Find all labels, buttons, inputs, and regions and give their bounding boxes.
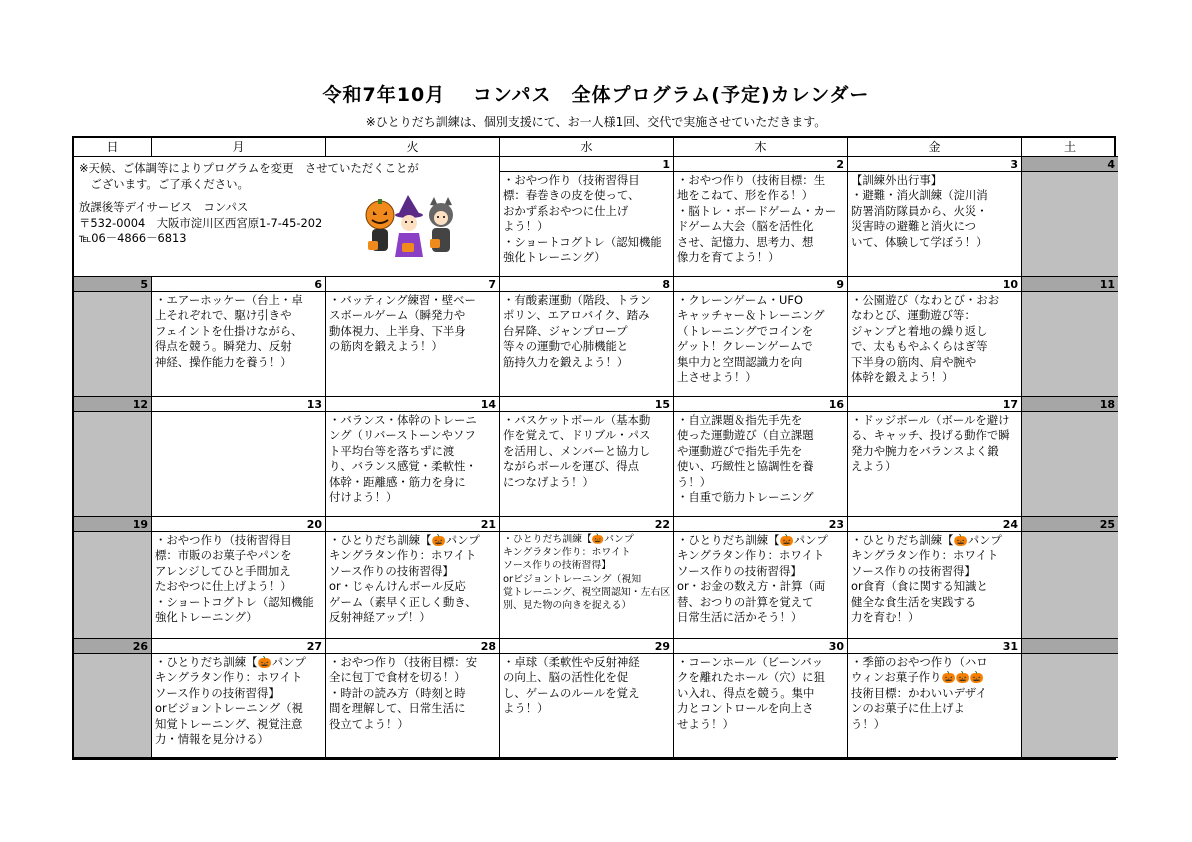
day-cell — [74, 397, 152, 517]
day-cell — [1022, 157, 1118, 277]
day-number: 17 — [848, 397, 1021, 412]
day-number: 31 — [848, 639, 1021, 654]
day-program-text: ・バスケットボール（基本動 作を覚えて、ドリブル・パス を活用し、メンバーと協力し ながらボールを運び、得点 につなげよう！） — [503, 413, 651, 489]
day-program-text: ・ひとりだち訓練【🎃パンプ キングラタン作り：ホワイト ソース作りの技術習得】 or・じゃんけんボール反応 ゲーム（素早く正しく動き、 反射神経アップ！） — [329, 533, 480, 625]
day-cell — [1022, 517, 1118, 639]
day-program-text: ・エアーホッケー（台上・卓 上それぞれで、駆け引きや フェイントを仕掛けながら、 得点を競う。瞬発力、反射 神経、操作能力を養う！） — [155, 293, 303, 369]
weekday-header-0: 日 — [74, 138, 152, 157]
day-number: 4 — [1022, 157, 1118, 172]
day-cell — [674, 157, 848, 277]
day-cell — [500, 517, 674, 639]
day-number: 9 — [674, 277, 847, 292]
day-program-text: ・おやつ作り（技術目標：生 地をこねて、形を作る！） ・脳トレ・ボードゲーム・カー ドゲーム大会（脳を活性化 させ、記憶力、思考力、想 像力を育てよう！） — [677, 173, 837, 265]
day-program-text: ・おやつ作り（技術目標：安 全に包丁で食材を切る！） ・時計の読み方（時刻と時 間を理解して、日常生活に 役立てよう！） — [329, 655, 478, 731]
day-cell — [500, 277, 674, 397]
day-number: 25 — [1022, 517, 1118, 532]
day-number: 11 — [1022, 277, 1118, 292]
halloween-kids-illustration — [362, 193, 458, 265]
day-cell — [326, 639, 500, 758]
notice-line1: ※天候、ご体調等によりプログラムを変更 させていただくことが — [79, 161, 419, 175]
day-cell — [848, 639, 1022, 758]
day-cell — [674, 277, 848, 397]
day-program-text: ・季節のおやつ作り（ハロ ウィンお菓子作り🎃🎃🎃 技術目標：かわいいデザイ ンのお菓子に仕上げよ う！） — [851, 655, 988, 731]
day-cell — [74, 639, 152, 758]
day-cell — [152, 517, 326, 639]
day-cell — [1022, 397, 1118, 517]
day-cell — [848, 517, 1022, 639]
day-cell — [674, 639, 848, 758]
notice-cell — [74, 157, 500, 277]
day-number: 5 — [74, 277, 151, 292]
day-program-text: ・ひとりだち訓練【🎃パンプ キングラタン作り：ホワイト ソース作りの技術習得】 orビジョントレーニング（視知 覚トレーニング、視空間認知・左右区 別、見た物の向きを捉える） — [503, 534, 671, 611]
day-program-text: ・自立課題＆指先手先を 使った運動遊び（自立課題 や運動遊びで指先手先を 使い、巧緻性と協調性を養 う！） ・自重で筋力トレーニング — [677, 413, 814, 505]
day-cell — [152, 277, 326, 397]
day-number: 24 — [848, 517, 1021, 532]
day-number: 13 — [152, 397, 325, 412]
day-program-text: ・クレーンゲーム・UFO キャッチャー＆トレーニング （トレーニングでコインを ゲット！クレーンゲームで 集中力と空間認識力を向 上させよう！） — [677, 293, 825, 385]
day-cell — [74, 277, 152, 397]
day-program-text: ・有酸素運動（階段、トラン ポリン、エアロバイク、踏み 台昇降、ジャンプロープ 等々の運動で心肺機能と 筋持久力を鍛えよう！） — [503, 293, 652, 369]
day-cell — [1022, 639, 1118, 758]
page-subtitle: ※ひとりだち訓練は、個別支援にて、お一人様1回、交代で実施させていただきます。 — [365, 115, 827, 129]
day-program-text: ・卓球（柔軟性や反射神経 の向上、脳の活性化を促 し、ゲームのルールを覚え よう！） — [503, 655, 640, 716]
day-cell — [848, 397, 1022, 517]
day-number — [1022, 639, 1118, 654]
day-program-text: ・おやつ作り（技術習得目 標：春巻きの皮を使って、 おかず系おやつに仕上げ よう！） ・ショートコグトレ（認知機能 強化トレーニング） — [503, 173, 662, 265]
day-program-text: ・ドッジボール（ボールを避け る、キャッチ、投げる動作で瞬 発力や腕力をバランスよく鍛 えよう） — [851, 413, 1010, 474]
day-cell — [74, 517, 152, 639]
day-cell — [500, 397, 674, 517]
day-number: 1 — [500, 157, 673, 172]
day-number: 15 — [500, 397, 673, 412]
day-cell — [674, 397, 848, 517]
day-number: 8 — [500, 277, 673, 292]
day-number: 23 — [674, 517, 847, 532]
weekday-header-1: 月 — [152, 138, 326, 157]
day-number: 12 — [74, 397, 151, 412]
day-cell — [326, 517, 500, 639]
day-cell — [848, 277, 1022, 397]
notice-line5: ℡06－4866－6813 — [79, 231, 187, 246]
day-number: 30 — [674, 639, 847, 654]
day-cell — [152, 639, 326, 758]
day-number: 2 — [674, 157, 847, 172]
day-program-text: ・ひとりだち訓練【🎃パンプ キングラタン作り：ホワイト ソース作りの技術習得】 or・お金の数え方・計算（両 替、おつりの計算を覚えて 日常生活に活かそう！） — [677, 533, 828, 625]
notice-line2: ございます。ご了承ください。 — [79, 176, 249, 191]
day-cell — [326, 277, 500, 397]
day-number: 3 — [848, 157, 1021, 172]
day-number: 6 — [152, 277, 325, 292]
day-cell — [500, 639, 674, 758]
day-number: 7 — [326, 277, 499, 292]
day-program-text: ・バッティング練習・壁ベー スボールゲーム（瞬発力や 動体視力、上半身、下半身 の筋肉を鍛えよう！） — [329, 293, 476, 354]
day-cell — [326, 397, 500, 517]
day-program-text: ・ひとりだち訓練【🎃パンプ キングラタン作り：ホワイト ソース作りの技術習得】 or食育（食に関する知識と 健全な食生活を実践する 力を育む！） — [851, 533, 1002, 625]
day-program-text: ・公園遊び（なわとび・おお なわとび、運動遊び等： ジャンプと着地の繰り返し で、太ももやふくらはぎ等 下半身の筋肉、肩や腕や 体幹を鍛えよう！） — [851, 293, 1000, 385]
weekday-header-2: 火 — [326, 138, 500, 157]
day-number: 19 — [74, 517, 151, 532]
day-program-text: ・コーンホール（ビーンバッ クを離れたホール（穴）に狙 い入れ、得点を競う。集中 力とコントロールを向上さ せよう！） — [677, 655, 825, 731]
day-cell — [500, 157, 674, 277]
day-program-text: ・バランス・体幹のトレーニ ング（リバーストーンやソフ ト平均台等を落ちずに渡 り、バランス感覚・柔軟性・ 体幹・距離感・筋力を身に 付けよう！） — [329, 413, 477, 505]
day-number: 20 — [152, 517, 325, 532]
day-number: 29 — [500, 639, 673, 654]
day-program-text: 【訓練外出行事】 ・避難・消火訓練（淀川消 防署消防隊員から、火災・ 災害時の避難と消火につ いて、体験して学ぼう！） — [851, 173, 988, 249]
day-cell — [152, 397, 326, 517]
day-number: 16 — [674, 397, 847, 412]
day-number: 21 — [326, 517, 499, 532]
weekday-header-4: 木 — [674, 138, 848, 157]
notice-line3: 放課後等デイサービス コンパス — [79, 200, 249, 215]
day-cell — [674, 517, 848, 639]
day-program-text: ・ひとりだち訓練【🎃パンプ キングラタン作り：ホワイト ソース作りの技術習得】 orビジョントレーニング（視 知覚トレーニング、視覚注意 力・情報を見分ける） — [155, 655, 306, 747]
weekday-header-6: 土 — [1022, 138, 1118, 157]
day-number: 22 — [500, 517, 673, 532]
day-number: 26 — [74, 639, 151, 654]
day-number: 14 — [326, 397, 499, 412]
day-number: 28 — [326, 639, 499, 654]
day-program-text: ・おやつ作り（技術習得目 標：市販のお菓子やパンを アレンジしてひと手間加え たおやつに仕上げよう！） ・ショートコグトレ（認知機能 強化トレーニング） — [155, 533, 314, 625]
day-number: 10 — [848, 277, 1021, 292]
day-cell — [848, 157, 1022, 277]
weekday-header-5: 金 — [848, 138, 1022, 157]
day-number: 27 — [152, 639, 325, 654]
weekday-header-3: 水 — [500, 138, 674, 157]
day-cell — [1022, 277, 1118, 397]
calendar-grid — [72, 136, 1116, 760]
day-number: 18 — [1022, 397, 1118, 412]
page-title: 令和7年10月 コンパス 全体プログラム(予定)カレンダー — [322, 84, 870, 106]
notice-line4: 〒532-0004 大阪市淀川区西宮原1-7-45-202 — [79, 215, 323, 230]
